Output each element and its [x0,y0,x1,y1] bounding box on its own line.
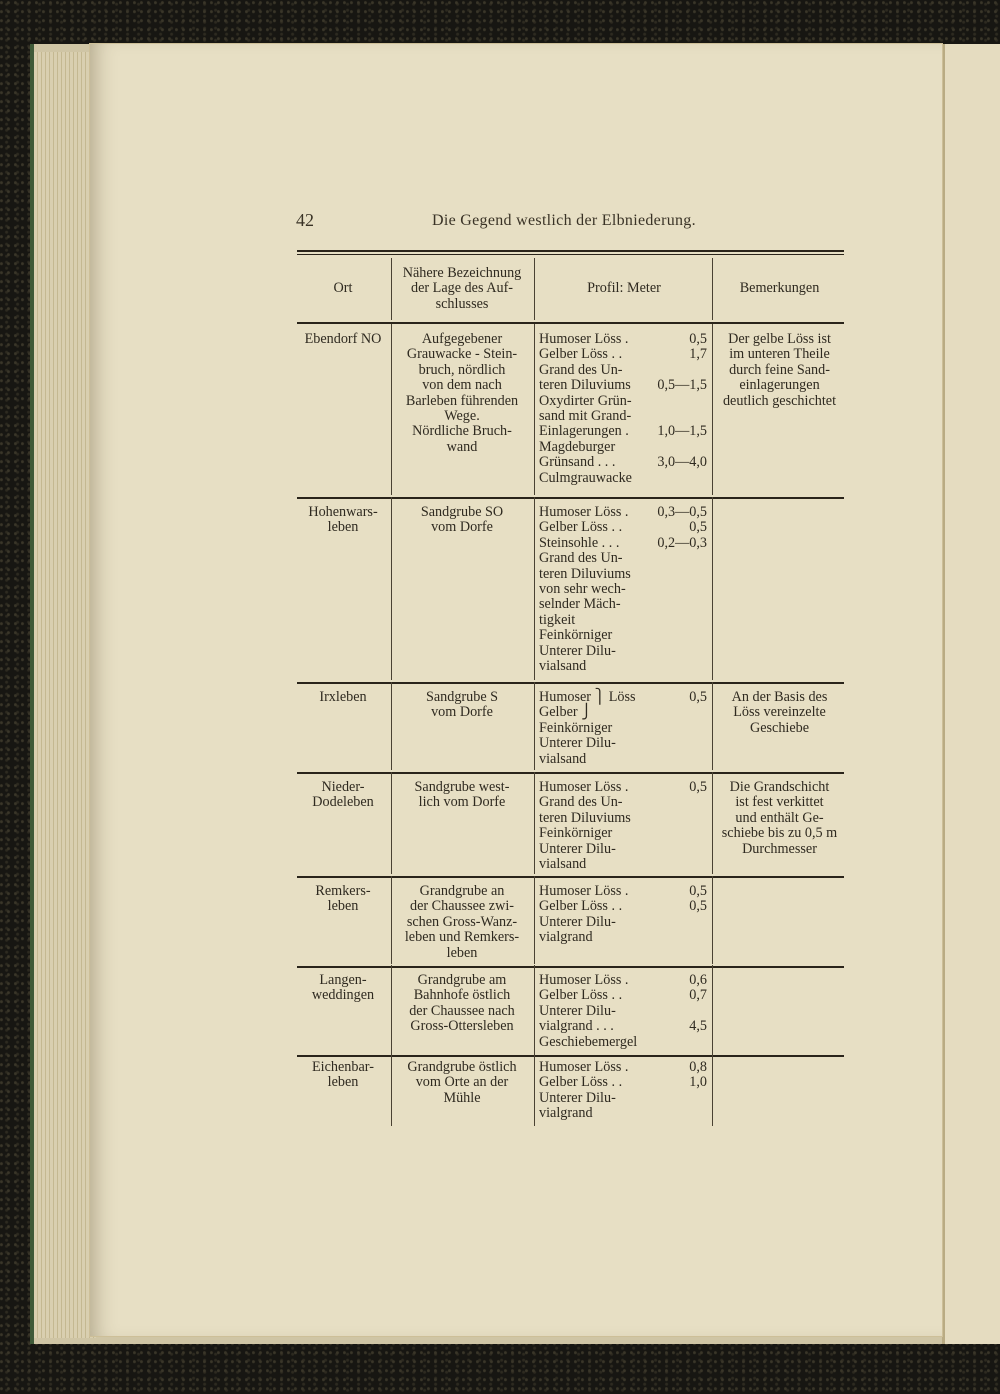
profile-line [539,394,707,409]
cell-ort [297,973,389,1004]
profile-line [539,795,707,810]
profile-thickness: 1,7 [689,346,707,363]
cell-line: Sandgrube west- [414,779,510,795]
profile-line [539,471,707,486]
cell-line: bruch, nördlich [418,361,506,378]
cell-line: weddingen [311,987,375,1004]
profile-line [539,347,707,362]
table-rule [297,250,844,252]
profile-thickness: 0,5 [689,689,707,705]
cell-line: An der Basis des [731,689,828,705]
profile-line [539,705,707,720]
cell-line: einlagerungen [739,377,820,394]
cell-bemerkungen [715,332,844,409]
profile-layer: teren Diluviums [539,565,631,582]
cell-lage [392,973,532,1035]
profile-thickness: 0,5 [689,898,707,915]
page-number: 42 [296,210,314,230]
profile-layer: teren Diluviums [539,377,631,394]
profile-line [539,930,707,945]
profile-line [539,424,707,439]
profile-layer: Gelber Löss . . [539,1074,623,1091]
column-header-profil: Profil: Meter [587,280,661,296]
profile-layer: Geschiebemergel [539,1033,638,1050]
profile-layer: Unterer Dilu- [539,735,616,752]
profile-layer: Grand des Un- [539,794,623,811]
profile-line [539,455,707,470]
cell-lage [392,1060,532,1106]
profile-thickness: 0,8 [689,1059,707,1075]
profile-thickness: 0,5 [689,331,707,347]
profile-layer: Humoser ⎫ Löss [539,689,636,705]
cell-ort [297,690,389,705]
profile-thickness: 0,5 [689,779,707,795]
profile-thickness: 0,3—0,5 [657,504,707,520]
cell-line: Dodeleben [312,794,374,811]
profile-layer: Magdeburger [539,438,616,455]
column-divider [712,682,713,770]
profile-thickness: 0,6 [689,972,707,988]
profile-line [539,1091,707,1106]
profile-layer: Unterer Dilu- [539,642,616,659]
profile-layer: Unterer Dilu- [539,840,616,857]
profile-layer: Humoser Löss . [539,1059,629,1075]
cell-line: ist fest verkittet [735,794,824,811]
profile-line [539,613,707,628]
profile-line [539,551,707,566]
cell-profil [539,332,707,486]
column-divider [534,258,535,320]
cell-lage [392,332,532,455]
table-rule [297,322,844,324]
cell-ort [297,1060,389,1091]
cell-line: Nördliche Bruch- [412,423,512,440]
table-rule [297,497,844,499]
profile-layer: vialsand [539,750,587,767]
cell-ort [297,332,389,347]
profile-layer: Gelber Löss . . [539,346,623,363]
table-rule [297,254,844,255]
cell-lage [392,780,532,811]
column-divider [534,497,535,680]
profile-layer: Unterer Dilu- [539,913,616,930]
table-rule [297,966,844,968]
profile-line [539,644,707,659]
column-divider [712,876,713,964]
profile-line [539,505,707,520]
profile-line [539,736,707,751]
profile-layer: Einlagerungen . [539,423,629,440]
cell-line: leben [446,944,478,961]
profile-line [539,721,707,736]
cell-profil [539,780,707,872]
cell-line: Sandgrube S [425,689,499,705]
profile-layer: Gelber Löss . . [539,898,623,915]
column-divider [712,1052,713,1126]
profile-layer: Feinkörniger [539,719,613,736]
profile-thickness: 4,5 [689,1018,707,1035]
cell-line: deutlich geschichtet [722,392,837,409]
cell-line: wand [446,438,478,455]
cell-ort [297,884,389,915]
cell-bemerkungen [715,690,844,736]
page-header [296,210,846,234]
cell-line: Löss vereinzelte [733,704,826,721]
column-divider [712,258,713,320]
profile-layer: selnder Mäch- [539,596,621,613]
cell-line: Eichenbar- [312,1059,374,1075]
profile-line [539,973,707,988]
profile-thickness: 0,5—1,5 [657,377,707,394]
profile-line [539,1019,707,1034]
profile-layer: Feinkörniger [539,627,613,644]
profile-line [539,811,707,826]
column-divider [534,1052,535,1126]
profile-line [539,520,707,535]
cell-line: Irxleben [319,689,367,705]
cell-line: Ebendorf NO [304,331,382,347]
cell-line: Bahnhofe östlich [413,987,511,1004]
cell-line: lich vom Dorfe [418,794,506,811]
table-rule [297,682,844,684]
profile-line [539,567,707,582]
column-divider [534,876,535,964]
profile-layer: sand mit Grand- [539,408,632,425]
cell-line: Durchmesser [742,840,817,857]
column-divider [534,682,535,770]
profile-layer: vialsand [539,856,587,873]
cell-profil [539,505,707,674]
profile-line [539,842,707,857]
header-line: Nähere Bezeichnung [402,265,522,281]
profile-line [539,1075,707,1090]
profile-layer: vialgrand . . . [539,1018,614,1035]
cell-line: Wege. [444,408,480,425]
cell-lage [392,505,532,536]
profile-layer: Humoser Löss . [539,331,629,347]
column-divider [712,324,713,495]
profile-line [539,536,707,551]
profile-thickness: 0,7 [689,987,707,1004]
cell-profil [539,690,707,767]
cell-line: Langen- [319,972,367,988]
profile-layer: Grand des Un- [539,550,623,567]
profile-layer: Unterer Dilu- [539,1089,616,1106]
cell-line: der Chaussee zwi- [409,898,514,915]
profile-line [539,780,707,795]
profile-thickness: 0,5 [689,519,707,536]
profile-layer: tigkeit [539,611,576,628]
cell-bemerkungen [715,780,844,857]
header-line: der Lage des Auf- [410,280,514,297]
header-line: schlusses [435,295,489,312]
cell-line: und enthält Ge- [735,809,824,826]
profile-line [539,1106,707,1121]
cell-line: leben und Remkers- [404,929,520,946]
column-divider [712,965,713,1053]
profile-line [539,409,707,424]
cell-lage [392,884,532,961]
column-header-ort: Ort [333,280,353,296]
profile-thickness: 0,5 [689,883,707,899]
cell-ort [297,505,389,536]
cell-line: Die Grandschicht [729,779,830,795]
cell-line: der Chaussee nach [409,1002,515,1019]
cell-profil [539,1060,707,1122]
cell-lage [392,690,532,721]
profile-line [539,628,707,643]
cell-line: Mühle [443,1089,481,1106]
profile-layer: Humoser Löss . [539,883,629,899]
profile-line [539,1004,707,1019]
cell-line: leben [327,519,359,536]
next-page-edge [942,44,1000,1344]
cell-line: Grandgrube am [417,972,507,988]
profile-layer: Grünsand . . . [539,454,616,471]
cell-profil [539,973,707,1050]
table-rule [297,876,844,878]
profile-line [539,440,707,455]
profile-layer: Culmgrauwacke [539,469,632,486]
profile-thickness: 1,0—1,5 [657,423,707,440]
profile-layer: Humoser Löss . [539,504,629,520]
column-header-bemerkungen: Bemerkungen [739,280,820,296]
profile-line [539,597,707,612]
cell-line: Grandgrube an [419,883,505,899]
profile-layer: von sehr wech- [539,581,626,598]
profile-layer: teren Diluviums [539,809,631,826]
page-edges [34,52,96,1338]
profile-thickness: 1,0 [689,1074,707,1091]
cell-ort [297,780,389,811]
profile-line [539,582,707,597]
column-divider [712,497,713,680]
cell-line: leben [327,1074,359,1091]
column-divider [534,965,535,1053]
cell-line: Gross-Ottersleben [410,1018,514,1035]
profile-line [539,752,707,767]
cell-line: Sandgrube SO [420,504,504,520]
profile-layer: Oxydirter Grün- [539,392,632,409]
profile-layer: Steinsohle . . . [539,534,620,551]
cell-profil [539,884,707,946]
cell-line: schen Gross-Wanz- [406,913,518,930]
profile-layer: vialsand [539,658,587,675]
cell-line: leben [327,898,359,915]
column-divider [534,772,535,874]
table-rule [297,1055,844,1057]
running-title: Die Gegend westlich der Elbniederung. [432,212,696,229]
profile-thickness: 0,2—0,3 [657,534,707,551]
column-divider [534,324,535,495]
profile-line [539,826,707,841]
profile-line [539,884,707,899]
profile-layer: vialgrand [539,929,593,946]
table-rule [297,772,844,774]
profile-line [539,1035,707,1050]
cell-line: Grandgrube östlich [407,1059,517,1075]
column-header-lage [392,266,532,312]
profile-line [539,659,707,674]
profile-line [539,899,707,914]
cell-line: Geschiebe [749,719,810,736]
cell-line: Barleben führenden [405,392,519,409]
cell-line: Hohenwars- [308,504,378,520]
cell-line: Nieder- [321,779,365,795]
profile-thickness: 3,0—4,0 [657,454,707,471]
cell-line: Der gelbe Löss ist [728,331,831,347]
profile-layer: Gelber Löss . . [539,519,623,536]
profile-layer: Unterer Dilu- [539,1002,616,1019]
profile-layer: Grand des Un- [539,361,623,378]
profile-line [539,378,707,393]
profile-layer: Gelber Löss . . [539,987,623,1004]
cell-line: vom Dorfe [431,704,493,721]
cell-line: vom Dorfe [431,519,493,536]
cell-line: durch feine Sand- [729,361,830,378]
cell-line: Remkers- [315,883,371,899]
profile-layer: vialgrand [539,1105,593,1122]
cell-line: von dem nach [422,377,502,394]
profile-layer: Humoser Löss . [539,972,629,988]
cell-line: vom Orte an der [415,1074,509,1091]
cell-line: Grauwacke - Stein- [406,346,518,363]
profile-line [539,1060,707,1075]
profile-line [539,363,707,378]
profile-layer: Gelber ⎭ [539,704,592,721]
profile-line [539,915,707,930]
cell-line: im unteren Theile [729,346,830,363]
profile-line [539,988,707,1003]
cell-line: schiebe bis zu 0,5 m [721,825,838,842]
profile-layer: Feinkörniger [539,825,613,842]
profile-line [539,857,707,872]
cell-line: Aufgegebener [421,331,503,347]
profile-line [539,332,707,347]
profile-layer: Humoser Löss . [539,779,629,795]
column-divider [712,772,713,874]
